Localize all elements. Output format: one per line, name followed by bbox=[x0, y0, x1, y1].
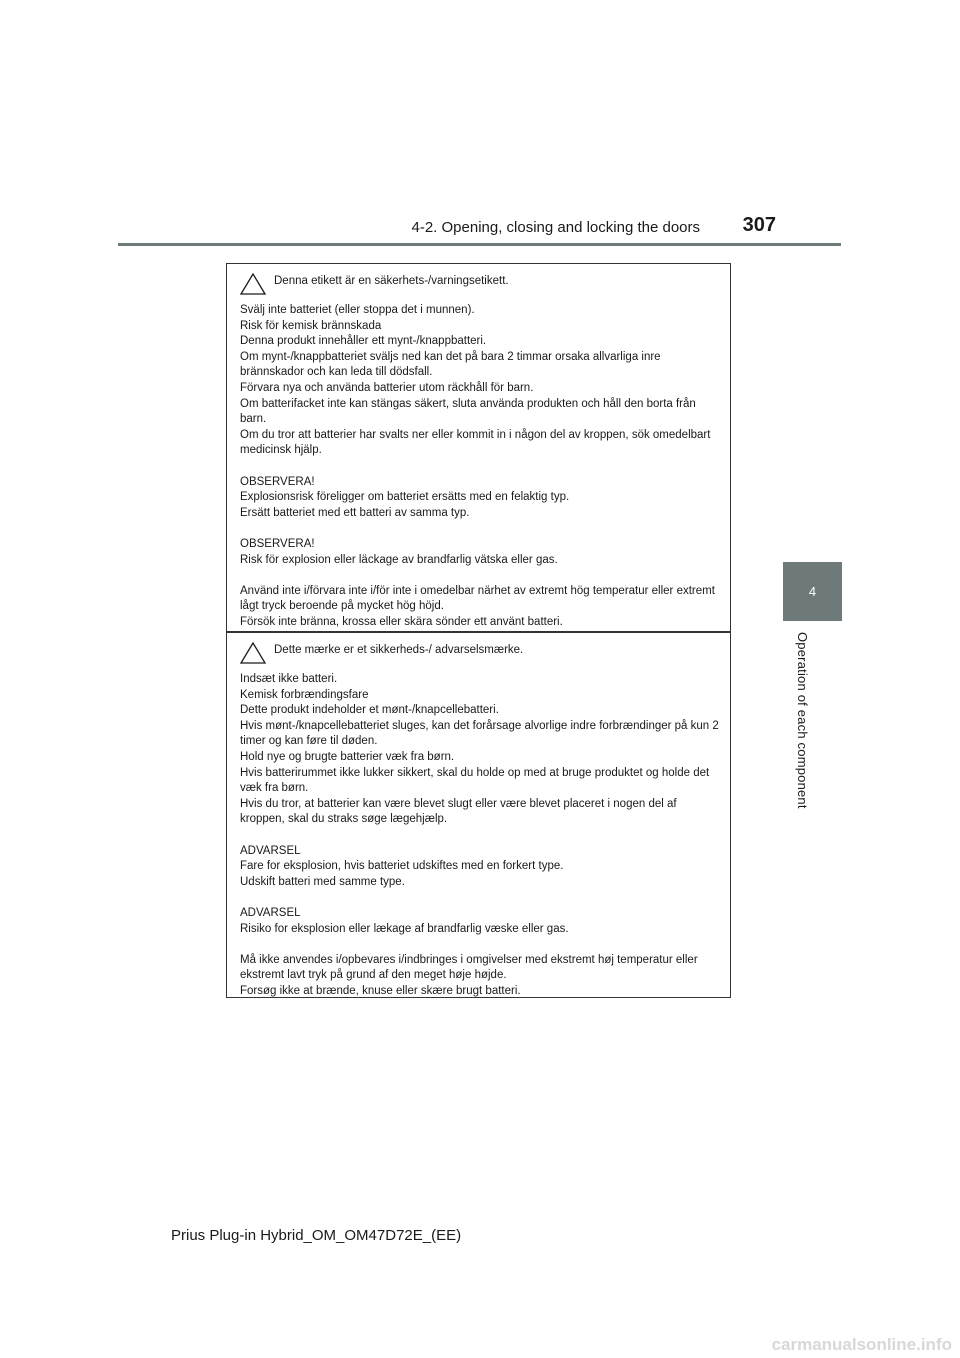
notice-paragraph: OBSERVERA! Explosionsrisk föreligger om batteriet ersätts med en felaktig typ. Ersätt batteriet med ett batteri av samma typ. bbox=[240, 475, 570, 519]
warning-label: Denna etikett är en säkerhets-/varningsetikett. bbox=[274, 275, 509, 287]
warning-label: Dette mærke er et sikkerheds-/ advarselsmærke. bbox=[274, 644, 524, 656]
chapter-title: Operation of each component bbox=[795, 632, 810, 809]
warning-header bbox=[240, 273, 720, 303]
notice-paragraph: OBSERVERA! Risk för explosion eller läckage av brandfarlig vätska eller gas. bbox=[240, 537, 558, 566]
warning-triangle-icon bbox=[240, 273, 266, 295]
watermark: carmanualsonline.info bbox=[771, 1335, 952, 1354]
warning-triangle-icon bbox=[240, 642, 266, 664]
notice-paragraph: ADVARSEL Fare for eksplosion, hvis batteriet udskiftes med en forkert type. Udskift batteri med samme type. bbox=[240, 844, 564, 888]
swedish-notice bbox=[227, 264, 730, 633]
document-id: Prius Plug-in Hybrid_OM_OM47D72E_(EE) bbox=[171, 1227, 462, 1244]
header-divider bbox=[118, 243, 841, 246]
page-number: 307 bbox=[742, 214, 776, 236]
notice-paragraph: Använd inte i/förvara inte i/för inte i omedelbar närhet av extremt hög temperatur eller extremt lågt tryck beroende på mycket hög höjd. Försök inte bränna, krossa eller skära sönder ett använt batteri. bbox=[240, 584, 715, 628]
notice-paragraph: Indsæt ikke batteri. Kemisk forbrændingsfare Dette produkt indeholder et mønt-/knapcellebatteri. Hvis mønt-/knapcellebatteriet sluges, kan det forårsage alvorlige indre forbrændinger på kun 2 timer og kan føre til døden. Hold nye og brugte batterier væk fra børn. Hvis batterirummet ikke lukker sikkert, skal du holde op med at bruge produktet og holde det væk fra børn. Hvis du tror, at batterier kan være blevet slugt eller være blevet placeret i nogen del af kroppen, skal du straks søge lægehjælp. bbox=[240, 673, 719, 826]
warning-header bbox=[240, 642, 720, 672]
notice-paragraph: Svälj inte batteriet (eller stoppa det i munnen). Risk för kemisk brännskada Denna produkt innehåller ett mynt-/knappbatteri. Om mynt-/knappbatteriet sväljs ned kan det på bara 2 timmar orsaka allvarliga inre brännskador och kan leda till dödsfall. Förvara nya och använda batterier utom räckhåll för barn. Om batterifacket inte kan stängas säkert, sluta använda produkten och håll den borta från barn. Om du tror att batterier har svalts ner eller kommit in i någon del av kroppen, sök omedelbart medicinsk hjälp. bbox=[240, 304, 711, 457]
battery-warning-box bbox=[226, 263, 731, 998]
chapter-tab bbox=[783, 562, 842, 621]
notice-paragraph: Må ikke anvendes i/opbevares i/indbringes i omgivelser med ekstremt høj temperatur eller ekstremt lavt tryk på grund af den meget høje højde. Forsøg ikke at brænde, knuse eller skære brugt batteri. bbox=[240, 953, 698, 997]
notice-paragraph: ADVARSEL Risiko for eksplosion eller lækage af brandfarlig væske eller gas. bbox=[240, 906, 569, 935]
danish-notice bbox=[227, 633, 730, 997]
chapter-number: 4 bbox=[808, 584, 817, 599]
section-title: 4-2. Opening, closing and locking the doors bbox=[411, 219, 700, 236]
